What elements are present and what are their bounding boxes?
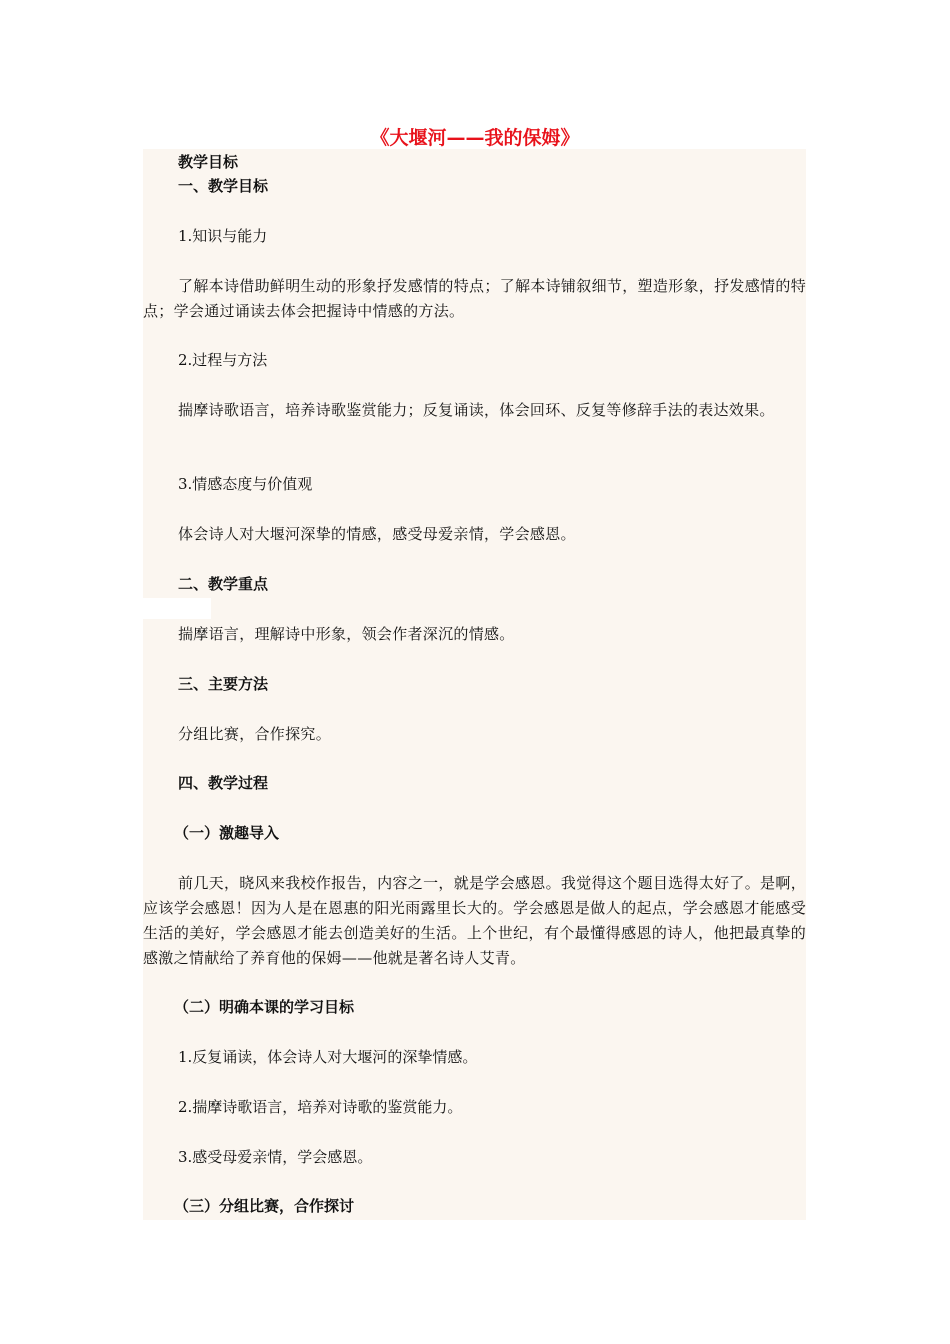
heading-section-1: 一、教学目标 <box>178 177 269 195</box>
objective-item-1: 1.反复诵读，体会诗人对大堰河的深挚情感。 <box>178 1048 478 1066</box>
heading-section-4: 四、教学过程 <box>178 774 269 792</box>
paragraph-intro: 前几天，晓风来我校作报告，内容之一，就是学会感恩。我觉得这个题目选得太好了。是啊，应该学会感恩！因为人是在恩惠的阳光雨露里长大的。学会感恩是做人的起点，学会感恩才能感受生活的美好，学会感恩才能去创造美好的生活。上个世纪，有个最懂得感恩的诗人，他把最真挚的感激之情献给了养育他的保姆——他就是著名诗人艾青。 <box>143 874 806 967</box>
subheading-objectives: （二）明确本课的学习目标 <box>174 998 355 1016</box>
subheading-intro: （一）激趣导入 <box>174 824 280 842</box>
subheading-process: 2.过程与方法 <box>178 351 268 369</box>
heading-teaching-goals: 教学目标 <box>178 153 239 171</box>
document-title: 《大堰河——我的保姆》 <box>370 127 580 149</box>
paragraph-key-points: 揣摩语言，理解诗中形象，领会作者深沉的情感。 <box>178 625 515 643</box>
paragraph-knowledge: 了解本诗借助鲜明生动的形象抒发感情的特点；了解本诗铺叙细节，塑造形象，抒发感情的特点；学会通过诵读去体会把握诗中情感的方法。 <box>143 277 806 320</box>
heading-section-2: 二、教学重点 <box>178 575 269 593</box>
objective-item-2: 2.揣摩诗歌语言，培养对诗歌的鉴赏能力。 <box>178 1098 463 1116</box>
subheading-knowledge: 1.知识与能力 <box>178 227 268 245</box>
paragraph-process: 揣摩诗歌语言，培养诗歌鉴赏能力；反复诵读，体会回环、反复等修辞手法的表达效果。 <box>178 401 775 419</box>
paragraph-methods: 分组比赛，合作探究。 <box>178 725 332 743</box>
objective-item-3: 3.感受母爱亲情，学会感恩。 <box>178 1148 373 1166</box>
subheading-group-competition: （三）分组比赛，合作探讨 <box>174 1197 355 1215</box>
paragraph-emotion: 体会诗人对大堰河深挚的情感，感受母爱亲情，学会感恩。 <box>178 525 576 543</box>
heading-section-3: 三、主要方法 <box>178 675 269 693</box>
subheading-emotion: 3.情感态度与价值观 <box>178 475 313 493</box>
panel-gap <box>143 598 211 619</box>
